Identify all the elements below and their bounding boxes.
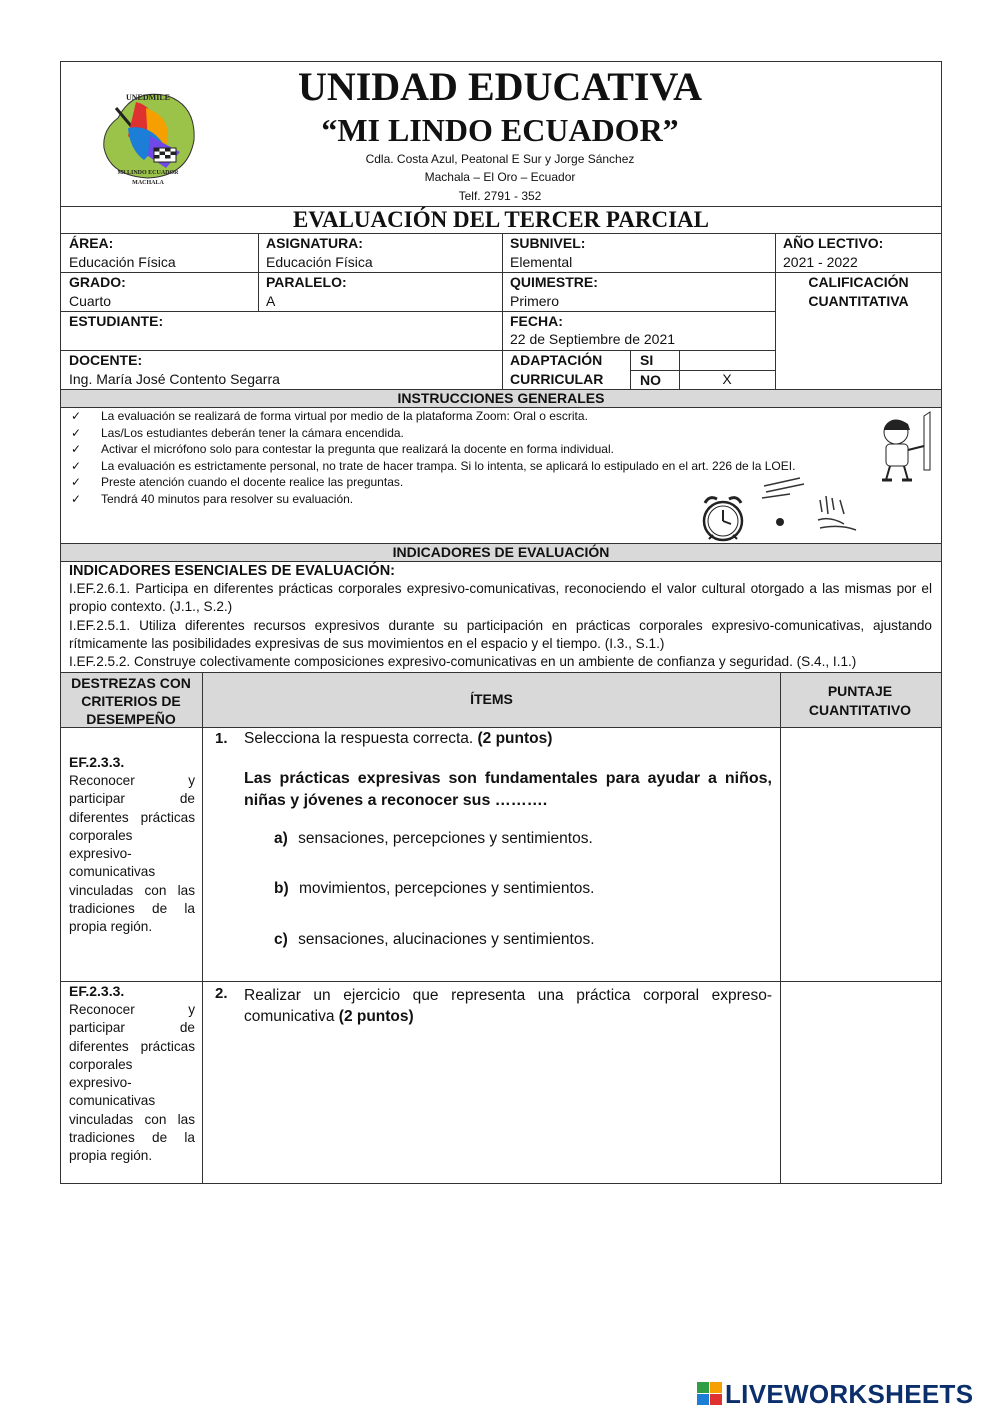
no-mark[interactable]: X [722, 371, 732, 387]
paralelo-value: A [266, 293, 276, 309]
q2-score-cell[interactable] [781, 982, 941, 1183]
instruction-item: ✓ Activar el micrófono solo para contestar la pregunta que realizará la docente en forma individual. [61, 441, 861, 458]
indicator-item: I.EF.2.5.2. Construye colectivamente composiciones expresivo-comunicativas en un ambiente de confianza y seguridad. (S.4., I.1.) [69, 654, 857, 670]
instruction-item: ✓ Las/Los estudiantes deberán tener la cámara encendida. [61, 425, 861, 442]
quimestre-value: Primero [510, 293, 560, 309]
logo-text-top: UNEDMILE [125, 93, 171, 102]
anio-lectivo-label: AÑO LECTIVO: [783, 235, 884, 251]
adaptacion-label-2: CURRICULAR [510, 371, 604, 387]
q1-option-c-text: sensaciones, alucinaciones y sentimientos. [298, 931, 595, 948]
row1-skill-code: EF.2.3.3. [69, 754, 125, 770]
si-label: SI [640, 352, 654, 368]
col-header-items: ÍTEMS [470, 691, 513, 707]
quimestre-label: QUIMESTRE: [510, 274, 598, 290]
estudiante-label: ESTUDIANTE: [69, 313, 164, 329]
row1-skill-text: Reconocer y participar de diferentes prácticas corporales expresivo-comunicativas vinculadas con las tradiciones de la propia región. [69, 773, 195, 935]
instructions-heading: INSTRUCCIONES GENERALES [61, 390, 941, 407]
q1-instruction-text: Selecciona la respuesta correcta. [244, 730, 474, 747]
row2-skill-code: EF.2.3.3. [69, 983, 125, 999]
q1-points: (2 puntos) [477, 730, 553, 747]
scribble-drawing-icon [760, 470, 870, 540]
exam-title: EVALUACIÓN DEL TERCER PARCIAL [293, 207, 709, 232]
liveworksheets-logo [697, 1380, 997, 1408]
q2-number: 2. [215, 985, 228, 1002]
school-name: UNIDAD EDUCATIVA [297, 64, 703, 109]
col-header-destrezas: DESTREZAS CON CRITERIOS DE DESEMPEÑO [71, 675, 191, 727]
grado-label: GRADO: [69, 274, 126, 290]
indicators-subheading: INDICADORES ESENCIALES DE EVALUACIÓN: [69, 563, 396, 579]
instruction-item: ✓ Tendrá 40 minutos para resolver su evaluación. [61, 491, 861, 508]
q1-instruction [244, 730, 552, 748]
q1-option-a-letter: a) [274, 830, 288, 847]
school-address-2: Machala – El Oro – Ecuador [424, 170, 576, 184]
row2-skill-text: Reconocer y participar de diferentes prácticas corporales expresivo-comunicativas vinculadas con las tradiciones de la propia región. [69, 1002, 195, 1164]
logo-text-city: MACHALA [132, 180, 164, 186]
q2-answer-area[interactable] [210, 1035, 775, 1180]
area-label: ÁREA: [69, 235, 114, 251]
indicators-heading: INDICADORES DE EVALUACIÓN [61, 544, 941, 561]
school-address-1: Cdla. Costa Azul, Peatonal E Sur y Jorge Sánchez [365, 152, 635, 166]
fecha-label: FECHA: [510, 313, 563, 329]
calificacion-label-1: CALIFICACIÓN [808, 274, 909, 290]
q2-instruction-text: Realizar un ejercicio que representa una práctica corporal expreso-comunicativa [244, 987, 772, 1025]
logo-text-bottom: MI LINDO ECUADOR [117, 170, 179, 176]
subnivel-label: SUBNIVEL: [510, 235, 586, 251]
subnivel-value: Elemental [510, 254, 573, 270]
paralelo-label: PARALELO: [266, 274, 347, 290]
instruction-item: ✓ La evaluación es estrictamente personal, no trate de hacer trampa. Si lo intenta, se aplicará lo estipulado en el art. 226 de la LOEI. [61, 458, 861, 475]
student-cartoon-icon [870, 410, 936, 486]
school-phone: Telf. 2791 - 352 [458, 189, 542, 203]
q1-option-a-text: sensaciones, percepciones y sentimientos. [298, 830, 593, 847]
no-label: NO [640, 372, 661, 388]
si-checkbox[interactable] [680, 351, 774, 369]
school-subname: “MI LINDO ECUADOR” [321, 112, 679, 148]
fecha-value: 22 de Septiembre de 2021 [510, 331, 676, 347]
q1-question: Las prácticas expresivas son fundamentales para ayudar a niños, niñas y jóvenes a reconocer sus ………. [244, 770, 772, 809]
q1-number: 1. [215, 730, 228, 747]
indicator-item: I.EF.2.6.1. Participa en diferentes prácticas corporales expresivo-comunicativas, reconociendo el valor cultural otorgado a las mismas por el propio contexto. (J.1., S.2.) [69, 581, 932, 615]
area-value: Educación Física [69, 254, 176, 270]
estudiante-field[interactable] [180, 312, 500, 349]
school-logo [88, 78, 208, 190]
col-header-puntaje: PUNTAJE CUANTITATIVO [808, 683, 912, 718]
q1-option-c-letter: c) [274, 931, 288, 948]
docente-label: DOCENTE: [69, 352, 143, 368]
grado-value: Cuarto [69, 293, 112, 309]
docente-value: Ing. María José Contento Segarra [69, 371, 280, 387]
q2-instruction [244, 985, 772, 1027]
anio-lectivo-value: 2021 - 2022 [783, 254, 858, 270]
calificacion-label-2: CUANTITATIVA [808, 293, 909, 309]
asignatura-value: Educación Física [266, 254, 373, 270]
q1-option-b-text: movimientos, percepciones y sentimientos. [298, 880, 595, 897]
q1-option-b[interactable] [274, 880, 594, 898]
asignatura-label: ASIGNATURA: [266, 235, 363, 251]
instruction-item: ✓ La evaluación se realizará de forma virtual por medio de la plataforma Zoom: Oral o escrita. [61, 408, 861, 425]
q2-points: (2 puntos) [338, 1008, 414, 1025]
liveworksheets-brand: LIVEWORKSHEETS [725, 1379, 974, 1409]
calificacion-field[interactable] [776, 312, 941, 388]
instruction-item: ✓ Preste atención cuando el docente realice las preguntas. [61, 474, 861, 491]
q1-option-c[interactable] [274, 931, 595, 949]
adaptacion-label-1: ADAPTACIÓN [510, 352, 603, 368]
indicator-item: I.EF.2.5.1. Utiliza diferentes recursos expresivos durante su participación en prácticas corporales expresivo-comunicativas, ajustando rítmicamente las posibilidades expresivas de sus movimientos en el espacio y el tiempo. (I.3., S.1.) [69, 617, 932, 651]
q1-option-a[interactable] [274, 830, 593, 848]
liveworksheets-logo-icon [697, 1382, 723, 1406]
indicators-list [69, 580, 932, 671]
q1-option-b-letter: b) [274, 880, 289, 897]
alarm-clock-icon [697, 493, 749, 543]
q1-score-cell[interactable] [781, 728, 941, 980]
